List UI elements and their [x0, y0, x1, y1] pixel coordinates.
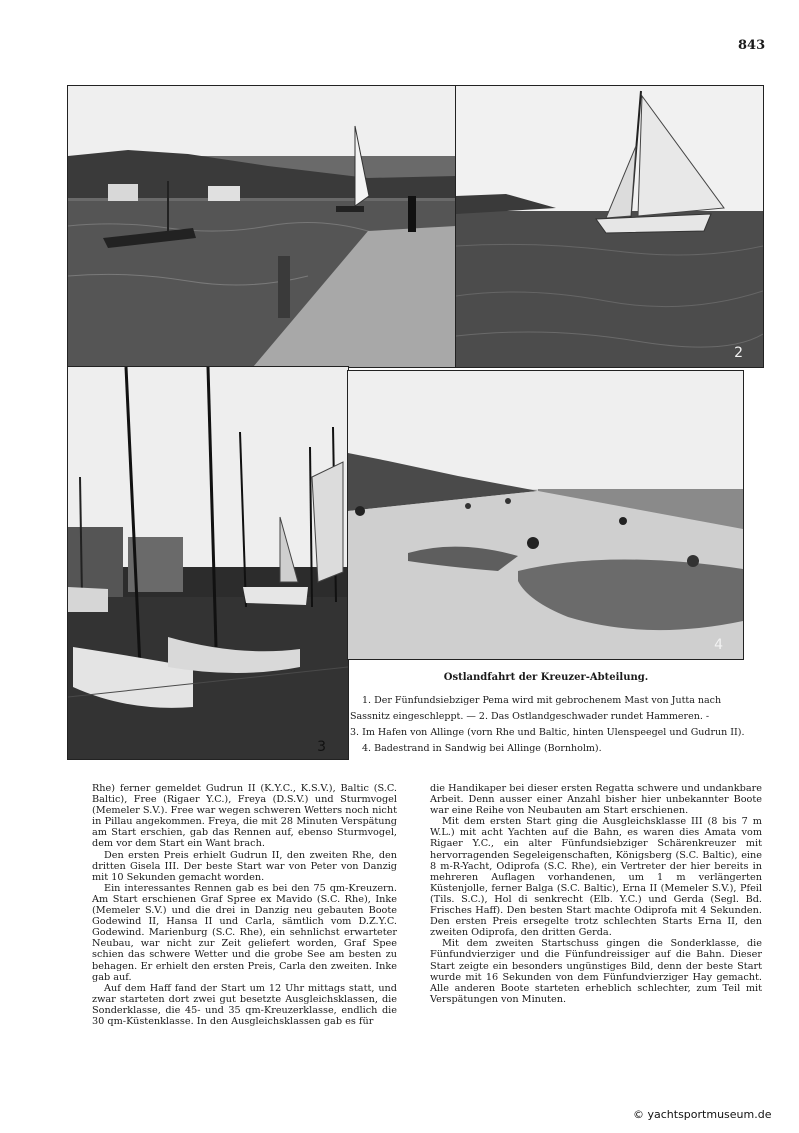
photo-jetty — [67, 85, 457, 368]
photo-label: 3 — [317, 739, 326, 755]
photo-beach-sandwig — [347, 370, 744, 660]
caption-line: 1. Der Fünfundsiebziger Pema wird mit gebrochenem Mast von Jutta nach — [362, 695, 722, 706]
page-number: 843 — [738, 38, 766, 53]
figure-caption — [350, 660, 745, 757]
paragraph: Mit dem zweiten Startschuss gingen die Sonderklasse, die Fünfundvierziger und die Fünfundreissiger auf die Bahn. Dieser Start zeigte ein besonders ungünstiges Bild, denn der beste Start wurde mit 16 Sekunden von dem Fünfundvierziger Hay gemacht. Alle anderen Boote starteten erheblich schlechter, zum Teil mit Verspätungen von Minuten. — [430, 938, 762, 1005]
caption-line: Sassnitz eingeschleppt. — 2. Das Ostlandgeschwader rundet Hammeren. - — [350, 711, 710, 722]
photo-yacht-hammeren — [455, 85, 764, 368]
watermark-link[interactable]: © yachtsportmuseum.de — [633, 1108, 772, 1121]
photo-harbour-allinge — [67, 366, 349, 760]
text-column-left — [92, 783, 397, 1027]
photo-label: 2 — [734, 345, 743, 361]
paragraph: Den ersten Preis erhielt Gudrun II, den zweiten Rhe, den dritten Gisela III. Der beste Start war von Peter von Danzig mit 10 Sekunden gemacht worden. — [92, 849, 397, 883]
paragraph: Ein interessantes Rennen gab es bei den 75 qm-Kreuzern. Am Start erschienen Graf Spree ex Mavido (S.C. Rhe), Inke (Memeler S.V.) und die drei in Danzig neu gebauten Boote Godewind II, Hansa II und Carla, sämtlich vom D.Z.Y.C. Godewind. Marienburg (S.C. Rhe), ein sehnlichst erwarteter Neubau, war nicht zur Zeit geliefert worden, Graf Spee schien das schwere Wetter und die grobe See am besten zu behagen. Er erhielt den ersten Preis, Carla den zweiten. Inke gab auf. — [92, 882, 397, 983]
paragraph: Mit dem ersten Start ging die Ausgleichsklasse III (8 bis 7 m W.L.) mit acht Yachten auf die Bahn, es waren dies Amata vom Rigaer Y.C., ein alter Fünfundsiebziger Schärenkreuzer mit hervorragenden Segeleigenschaften, Königsberg (S.C. Baltic), eine 8 m-R-Yacht, Odiprofa (S.C. Rhe), ein Vertreter der hier bereits in mehreren Auflagen vorhandenen, um 1 m verlängerten Küstenjolle, ferner Balga (S.C. Baltic), Erna II (Memeler S.V.), Pfeil (Tils. S.C.), Hol di senkrecht (Elb. Y.C.) und Gerda (Segl. Bd. Frisches Haff). Den besten Start machte Odiprofa mit 4 Sekunden. Den ersten Preis ersegelte trotz schlechten Starts Erna II, den zweiten Odiprofa, den dritten Gerda. — [430, 816, 762, 939]
photo-label: 4 — [714, 637, 723, 653]
paragraph: Auf dem Haff fand der Start um 12 Uhr mittags statt, und zwar starteten dort zwei gut besetzte Ausgleichsklassen, die Sonderklasse, die 45- und 35 qm-Kreuzerklasse, endlich die 30 qm-Küstenklasse. In den Ausgleichsklassen gab es für — [92, 982, 397, 1027]
paragraph: Rhe) ferner gemeldet Gudrun II (K.Y.C., K.S.V.), Baltic (S.C. Baltic), Free (Rigaer Y.C.), Freya (D.S.V.) und Sturmvogel (Memeler S.V.). Free war wegen schweren Wetters noch nicht in Pillau angekommen. Freya, die mit 28 Minuten Verspätung am Start erschien, gab das Rennen auf, ebenso Sturmvogel, dem vor dem Start ein Want brach. — [92, 783, 397, 850]
caption-line: 4. Badestrand in Sandwig bei Allinge (Bornholm). — [362, 743, 602, 754]
caption-title: Ostlandfahrt der Kreuzer-Abteilung. — [443, 672, 649, 683]
paragraph: die Handikaper bei dieser ersten Regatta schwere und undankbare Arbeit. Denn ausser einer Anzahl bisher hier unbekannter Boote war eine Reihe von Neubauten am Start erschienen. — [430, 783, 762, 817]
caption-line: 3. Im Hafen von Allinge (vorn Rhe und Baltic, hinten Ulenspeegel und Gudrun II). — [350, 727, 745, 738]
text-column-right — [430, 783, 762, 1005]
